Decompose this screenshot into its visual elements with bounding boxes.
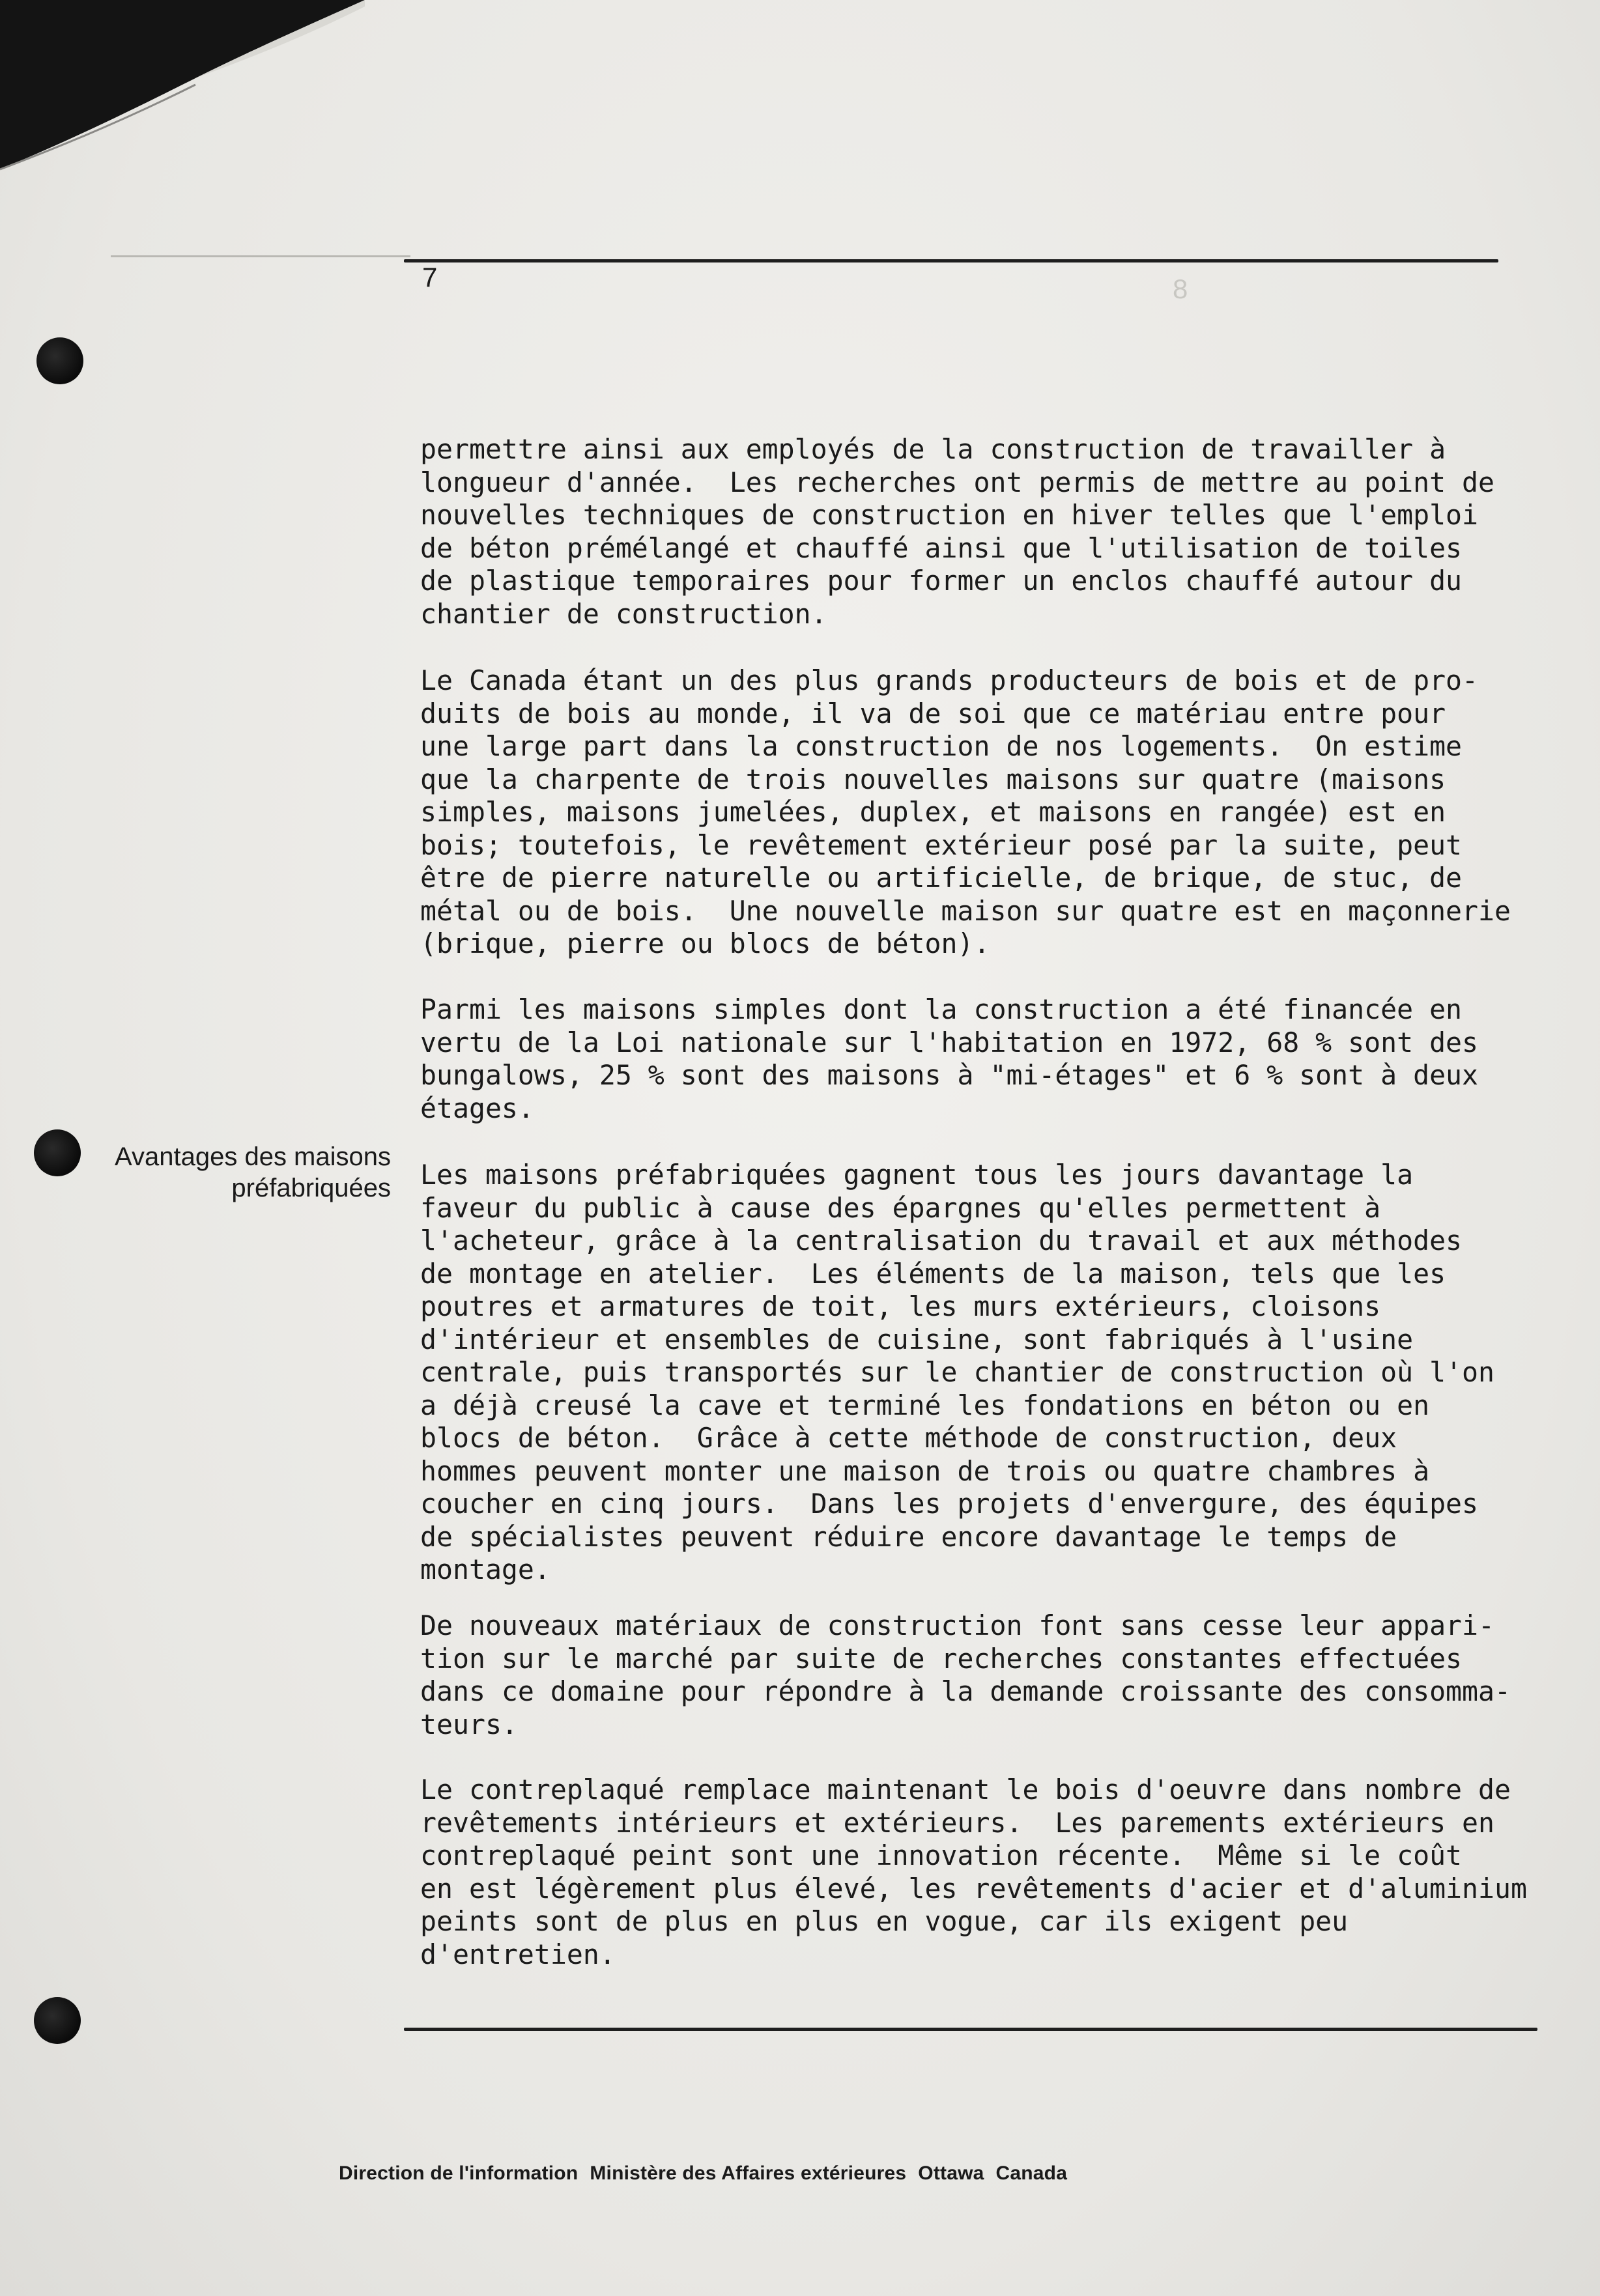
footer-city: Ottawa [918, 2162, 984, 2184]
bleed-through-page-number: 8 [1173, 274, 1188, 304]
footer-ministry: Ministère des Affaires extérieures [590, 2162, 907, 2184]
page-number: 7 [422, 262, 438, 292]
paragraph-winter-construction: permettre ainsi aux employés de la construction de travailler à longueur d'année. Les recherches ont permis de mettre au point de nouvelles techniques de construction en hiver telles que l'emploi de béton prémélangé et chauffé ainsi que l'utilisation de toiles de plastique temporaires pour former un enclos chauffé autour du chantier de construction. [420, 433, 1495, 630]
footer-country: Canada [995, 2162, 1068, 2184]
paragraph-prefab-houses: Les maisons préfabriquées gagnent tous les jours davantage la faveur du public à cause des épargnes qu'elles permettent à l'acheteur, grâce à la centralisation du travail et aux méthodes de montage en atelier. Les éléments de la maison, tels que les poutres et armatures de toit, les murs extérieurs, cloisons d'intérieur et ensembles de cuisine, sont fabriqués à l'usine centrale, puis transportés sur le chantier de construction où l'on a déjà creusé la cave et terminé les fondations en béton ou en blocs de béton. Grâce à cette méthode de construction, deux hommes peuvent monter une maison de trois ou quatre chambres à coucher en cinq jours. Dans les projets d'envergure, des équipes de spécialistes peuvent réduire encore davantage le temps de montage. [420, 1159, 1495, 1585]
header-rule [404, 259, 1498, 262]
folded-corner-shadow [0, 0, 365, 195]
footer-directorate: Direction de l'information [339, 2162, 579, 2184]
punch-hole [36, 337, 83, 384]
punch-hole [34, 1997, 81, 2044]
paragraph-plywood: Le contreplaqué remplace maintenant le bois d'oeuvre dans nombre de revêtements intérieurs et extérieurs. Les parements extérieurs en contreplaqué peint sont une innovation récente. Même si le coût en est légèrement plus élevé, les revêtements d'acier et d'aluminium peints sont de plus en plus en vogue, car ils exigent peu d'entretien. [420, 1774, 1527, 1970]
paragraph-new-materials: De nouveaux matériaux de construction font sans cesse leur appari- tion sur le marché par suite de recherches constantes effectuées dans ce domaine pour répondre à la demande croissante des consomma- teurs. [420, 1609, 1511, 1740]
footer [339, 2162, 1079, 2185]
side-heading [46, 1141, 391, 1204]
paragraph-single-houses: Parmi les maisons simples dont la construction a été financée en vertu de la Loi nationale sur l'habitation en 1972, 68 % sont des bungalows, 25 % sont des maisons à "mi-étages" et 6 % sont à deux étages. [420, 993, 1479, 1124]
paragraph-wood-production: Le Canada étant un des plus grands producteurs de bois et de pro- duits de bois au monde, il va de soi que ce matériau entre pour une large part dans la construction de nos logements. On estime que la charpente de trois nouvelles maisons sur quatre (maisons simples, maisons jumelées, duplex, et maisons en rangée) est en bois; toutefois, le revêtement extérieur posé par la suite, peut être de pierre naturelle ou artificielle, de brique, de stuc, de métal ou de bois. Une nouvelle maison sur quatre est en maçonnerie (brique, pierre ou blocs de béton). [420, 664, 1511, 959]
side-heading-line: Avantages des maisons [115, 1142, 391, 1171]
side-heading-line: préfabriquées [231, 1174, 391, 1202]
footer-rule [404, 2028, 1537, 2031]
faint-rule [111, 255, 410, 257]
